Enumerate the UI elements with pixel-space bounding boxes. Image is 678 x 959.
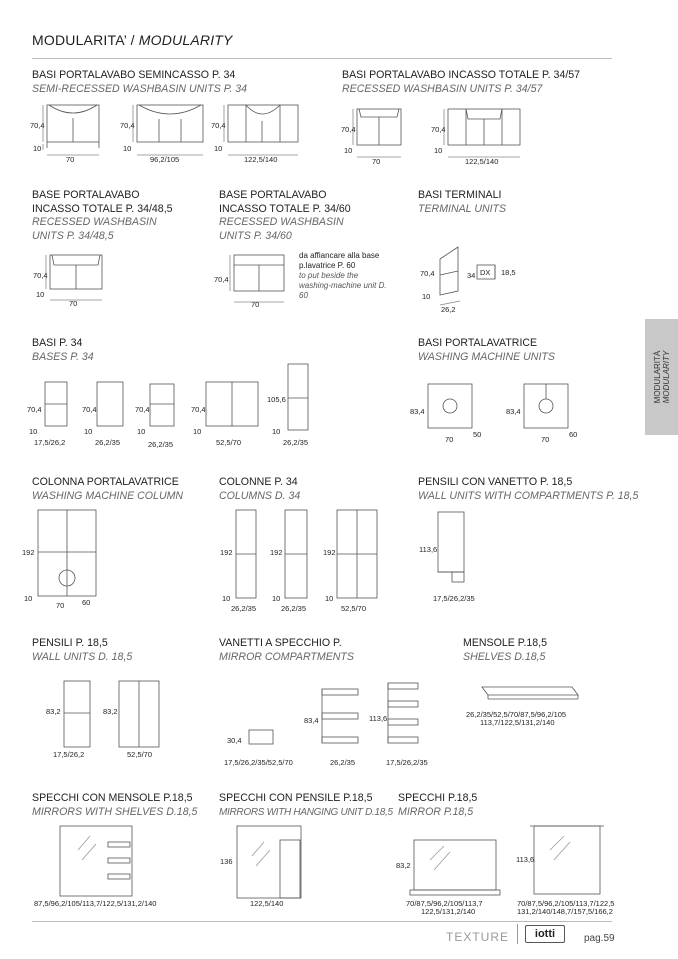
section-title-it: BASI PORTALAVABO SEMINCASSO P. 34 [32,69,236,81]
section-title-it: VANETTI A SPECCHIO P. [219,637,342,649]
side-tab[interactable] [645,319,678,435]
dim-height: 70,4 [30,121,45,130]
title-rule [32,58,612,59]
side-tab-italian: MODULARITÀ [652,350,662,404]
dim-height: 70,4 [33,271,48,280]
section-title-it: MENSOLE P.18,5 [463,637,548,649]
dim-height: 105,6 [267,395,286,404]
dim-height: 70,4 [82,405,97,414]
dim-depth: 34 [467,271,476,280]
dim-height: 83,2 [396,861,411,870]
dim-plinth: 10 [193,427,202,436]
row5-drawings [0,675,640,775]
dim-depth: 60 [569,430,578,439]
dim-width-2: 131,2/140/148,7/157,5/166,2 [517,907,613,916]
section-base-60 [219,189,351,243]
section-title-en: MIRRORS WITH SHELVES D.18,5 [32,805,198,818]
dim-width-2: 113,7/122,5/131,2/140 [480,718,555,727]
dim-height: 30,4 [227,736,242,745]
dim-plinth: 10 [29,427,38,436]
dim-width: 26,2/35 [231,604,257,613]
section-base-485 [32,189,173,243]
section-title-en: WALL UNITS D. 18,5 [32,650,133,663]
section-wall-compartments [418,476,638,503]
dim-height: 83,4 [506,407,521,416]
dim-plinth: 10 [325,594,334,603]
dim-height: 136 [220,857,233,866]
dim-height: 70,4 [341,125,356,134]
dim-width: 52,5/70 [216,438,242,447]
dim-width: 26,2/35 [330,758,356,767]
dim-height: 70,4 [191,405,206,414]
dim-width: 70 [66,155,75,164]
section-title-en: TERMINAL UNITS [418,202,507,215]
dim-height: 70,4 [120,121,135,130]
dim-height: 70,4 [135,405,150,414]
dim-width: 122,5/140 [465,157,499,166]
dim-plinth: 10 [24,594,33,603]
dim-width: 70 [56,601,65,610]
brand-name: TEXTURE [446,930,510,944]
dim-height: 113,6 [419,545,438,554]
dim-side: DX [480,268,491,277]
dim-plinth: 10 [123,144,132,153]
dim-width: 17,5/26,2 [34,438,66,447]
dim-depth: 60 [82,598,91,607]
dim-width: 26,2 [441,305,456,314]
dim-width: 122,5/140 [244,155,278,164]
dim-width: 70 [541,435,550,444]
section-title-en: SEMI-RECESSED WASHBASIN UNITS P. 34 [32,82,248,95]
section-title-en: MIRRORS WITH HANGING UNIT D.18,5 [219,806,393,818]
section-title-en: RECESSED WASHBASIN UNITS P. 34/57 [342,82,543,95]
dim-width: 52,5/70 [127,750,153,759]
dim-height: 83,2 [103,707,118,716]
section-title-en: BASES P. 34 [32,350,94,363]
note-italian: da affiancare alla base p.lavatrice P. 60 [299,251,380,270]
section-title-it: BASI PORTALAVATRICE [418,337,538,349]
section-title-it: SPECCHI CON MENSOLE P.18,5 [32,792,193,804]
dim-width: 87,5/96,2/105/113,7/122,5/131,2/140 [34,899,157,908]
section-title-en: COLUMNS D. 34 [219,489,301,502]
side-tab-english: MODULARITY [661,350,671,404]
section-title-it: BASE PORTALAVABO [219,189,327,201]
title-english: MODULARITY [138,32,233,48]
dim-width: 96,2/105 [150,155,180,164]
page-number: pag.59 [584,933,615,944]
dim-plinth: 10 [222,594,231,603]
section-title-en: WASHING MACHINE COLUMN [32,489,184,502]
section-title-it: PENSILI P. 18,5 [32,637,108,649]
footer-divider [517,924,518,944]
dim-plinth: 10 [422,292,431,301]
dim-height: 70,4 [211,121,226,130]
section-title-en: MIRROR P.18,5 [398,805,474,818]
title-italian: MODULARITA’ / [32,32,135,48]
row1-drawings [0,95,640,170]
section-mirrors-shelves [32,792,197,819]
section-title-en: MIRROR COMPARTMENTS [219,650,354,663]
section-mirrors-hanging [219,792,393,819]
section-title-it: COLONNE P. 34 [219,476,298,488]
dim-plinth: 10 [137,427,146,436]
section-wall-units [32,637,132,664]
dim-width: 17,5/26,2/35/52,5/70 [224,758,293,767]
section-title-en: WALL UNITS WITH COMPARTMENTS P. 18,5 [418,489,639,502]
dim-height: 83,4 [410,407,425,416]
section-title-it: BASI P. 34 [32,337,83,349]
dim-width: 26,2/35/52,5/70/87,5/96,2/105 [466,710,567,719]
section-title-en: WASHING MACHINE UNITS [418,350,555,363]
unit-122-drawing [228,105,298,142]
section-title-it: SPECCHI P.18,5 [398,792,478,804]
dim-height: 70,4 [214,275,229,284]
dim-height: 192 [22,548,35,557]
dim-plinth: 10 [214,144,223,153]
dim-height: 113,6 [369,714,388,723]
dim-height: 192 [270,548,283,557]
dim-plinth: 10 [272,594,281,603]
section-title-it: BASE PORTALAVABO [32,189,140,201]
section-title-en-2: UNITS P. 34/48,5 [32,229,114,242]
dim-height: 83,4 [304,716,319,725]
row6-drawings [0,820,640,920]
dim-width: 17,5/26,2/35 [386,758,428,767]
section-title-en: RECESSED WASHBASIN [219,216,344,228]
dim-height: 192 [220,548,233,557]
dim-height: 113,6 [516,855,535,864]
section-semi-recessed [32,69,247,96]
dim-plinth: 10 [434,146,443,155]
dim-width: 26,2/35 [281,604,307,613]
dim-plinth: 10 [344,146,353,155]
dim-width: 70 [372,157,381,166]
section-title-en: SHELVES D.18,5 [463,650,546,663]
row4-drawings [0,500,640,620]
section-shelves [463,637,547,664]
section-recessed [342,69,580,96]
dim-height: 83,2 [46,707,61,716]
dim-width: 70 [251,300,260,309]
dim-width: 70 [445,435,454,444]
row2-drawings [0,245,640,320]
unit-96-drawing [137,105,203,142]
dim-depth: 50 [473,430,482,439]
section-terminal [418,189,506,216]
note-english: to put beside the washing-machine unit D. 60 [299,271,387,300]
section-title-it: COLONNA PORTALAVATRICE [32,476,179,488]
dim-plinth: 10 [272,427,281,436]
dim-width: 26,2/35 [283,438,309,447]
dim-height: 192 [323,548,336,557]
dim-height: 70,4 [420,269,435,278]
section-title-en-2: UNITS P. 34/60 [219,229,292,242]
dim-height: 70,4 [27,405,42,414]
section-columns [219,476,300,503]
section-title-it: SPECCHI CON PENSILE P.18,5 [219,792,373,804]
section-title-it-2: INCASSO TOTALE P. 34/60 [219,202,351,215]
section-title-it-2: INCASSO TOTALE P. 34/48,5 [32,202,173,215]
dim-depth-2: 18,5 [501,268,516,277]
dim-width: 70/87,5/96,2/105/113,7/122,5 [517,899,615,908]
dim-plinth: 10 [33,144,42,153]
section-title-it: BASI PORTALAVABO INCASSO TOTALE P. 34/57 [342,69,581,81]
dim-width: 70 [69,299,78,308]
section-mirrors [398,792,477,819]
dim-width: 17,5/26,2/35 [433,594,475,603]
dim-width: 52,5/70 [341,604,367,613]
iotti-logo: iotti [525,925,565,943]
dim-width: 26,2/35 [148,440,174,449]
dim-width: 70/87,5/96,2/105/113,7 [406,899,483,908]
row3-drawings [0,360,640,455]
section-title-en: RECESSED WASHBASIN [32,216,157,228]
dim-width: 17,5/26,2 [53,750,85,759]
section-mirror-compartments [219,637,354,664]
dim-height: 70,4 [431,125,446,134]
dim-plinth: 10 [36,290,45,299]
dim-plinth: 10 [84,427,93,436]
section-title-it: BASI TERMINALI [418,189,502,201]
dim-width-2: 122,5/131,2/140 [421,907,476,916]
section-washing-column [32,476,183,503]
dim-width: 122,5/140 [250,899,284,908]
footer-rule [32,921,612,922]
page-title [32,32,233,48]
dim-width: 26,2/35 [95,438,121,447]
section-title-it: PENSILI CON VANETTO P. 18,5 [418,476,573,488]
